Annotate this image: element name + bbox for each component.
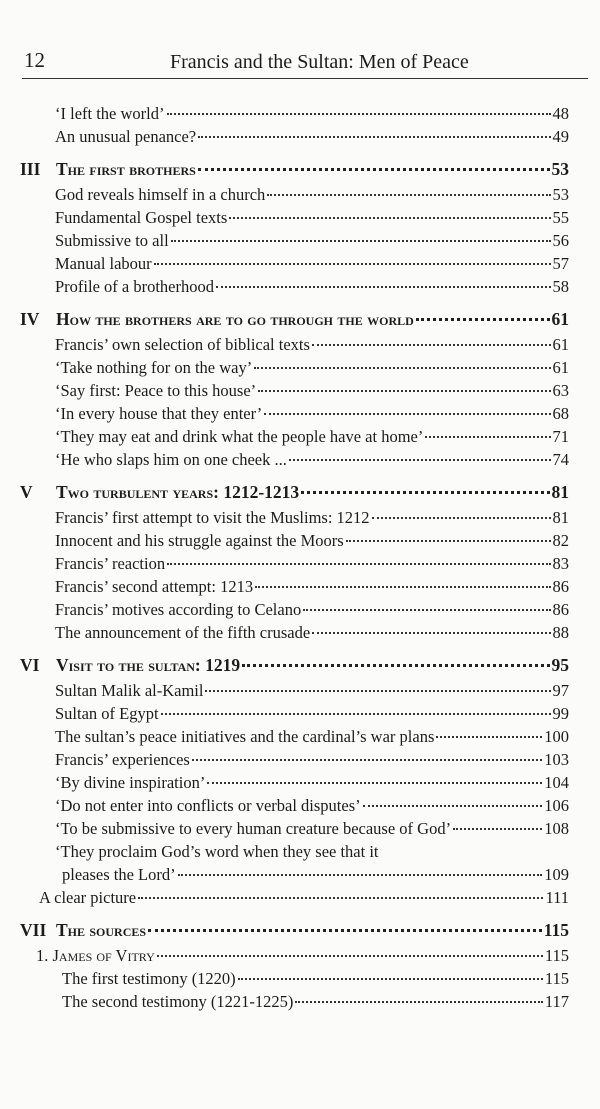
toc-entry xyxy=(0,333,600,356)
entry-page: 61 xyxy=(552,335,569,354)
entry-page: 61 xyxy=(551,309,569,329)
entry-title: ‘They may eat and drink what the people have at home’ xyxy=(55,427,424,446)
toc-entry xyxy=(0,183,600,206)
entry-page: 81 xyxy=(551,482,569,502)
dot-leader xyxy=(425,436,550,438)
toc-entry xyxy=(0,598,600,621)
entry-page: 115 xyxy=(543,920,569,940)
toc-entry xyxy=(0,967,600,990)
entry-title: ‘Say first: Peace to this house’ xyxy=(55,381,257,400)
toc-entry xyxy=(0,944,600,967)
entry-page: 74 xyxy=(552,450,569,469)
dot-leader xyxy=(205,690,550,692)
dot-leader xyxy=(436,736,542,738)
dot-leader xyxy=(207,782,542,784)
entry-page: 81 xyxy=(552,508,569,527)
entry-title: The second testimony (1221-1225) xyxy=(62,992,294,1011)
toc-entry xyxy=(0,275,600,298)
entry-title: Visit to the sultan: 1219 xyxy=(56,655,241,675)
entry-page: 48 xyxy=(552,104,569,123)
entry-page: 68 xyxy=(552,404,569,423)
toc-entry xyxy=(0,506,600,529)
entry-page: 58 xyxy=(552,277,569,296)
dot-leader xyxy=(254,367,550,369)
dot-leader xyxy=(178,874,543,876)
toc-entry xyxy=(0,402,600,425)
entry-page: 109 xyxy=(544,865,569,884)
chapter-number: IV xyxy=(20,309,40,329)
entry-page: 86 xyxy=(552,600,569,619)
toc-entry xyxy=(0,529,600,552)
entry-page: 63 xyxy=(552,381,569,400)
entry-page: 97 xyxy=(552,681,569,700)
entry-title: ‘Do not enter into conflicts or verbal disputes’ xyxy=(55,796,361,815)
entry-page: 56 xyxy=(552,231,569,250)
dot-leader xyxy=(289,459,551,461)
entry-title: ‘To be submissive to every human creature because of God’ xyxy=(55,819,452,838)
toc-entry xyxy=(0,575,600,598)
dot-leader xyxy=(238,978,543,980)
toc-entry xyxy=(0,771,600,794)
dot-leader xyxy=(171,240,551,242)
entry-page: 95 xyxy=(551,655,569,675)
toc-entry xyxy=(0,679,600,702)
entry-page: 108 xyxy=(544,819,569,838)
toc-chapter xyxy=(0,917,600,944)
entry-page: 103 xyxy=(544,750,569,769)
entry-title: The first testimony (1220) xyxy=(62,969,236,988)
dot-leader xyxy=(216,286,551,288)
toc-entry xyxy=(0,425,600,448)
entry-title: ‘Take nothing for on the way’ xyxy=(55,358,253,377)
toc-entry xyxy=(0,552,600,575)
entry-title: The sultan’s peace initiatives and the cardinal’s war plans xyxy=(55,727,435,746)
toc-entry xyxy=(0,252,600,275)
entry-title: The sources xyxy=(56,920,147,940)
entry-title: Profile of a brotherhood xyxy=(55,277,214,296)
entry-title: 1. James of Vitry xyxy=(36,946,155,965)
toc-entry xyxy=(0,748,600,771)
entry-title: ‘He who slaps him on one cheek ... xyxy=(55,450,287,469)
dot-leader xyxy=(346,540,551,542)
entry-page: 83 xyxy=(552,554,569,573)
entry-page: 86 xyxy=(552,577,569,596)
chapter-number: III xyxy=(20,159,41,179)
entry-title: Two turbulent years: 1212-1213 xyxy=(56,482,300,502)
toc-entry xyxy=(0,886,600,909)
dot-leader xyxy=(255,586,550,588)
entry-page: 106 xyxy=(544,796,569,815)
running-head: Francis and the Sultan: Men of Peace xyxy=(170,51,469,73)
entry-page: 61 xyxy=(552,358,569,377)
toc-entry xyxy=(0,229,600,252)
entry-page: 115 xyxy=(544,969,569,988)
dot-leader xyxy=(198,168,550,171)
entry-page: 49 xyxy=(552,127,569,146)
entry-title: Submissive to all xyxy=(55,231,169,250)
entry-title: Innocent and his struggle against the Moors xyxy=(55,531,344,550)
toc-entry xyxy=(0,840,600,863)
dot-leader xyxy=(229,217,550,219)
dot-leader xyxy=(264,413,550,415)
entry-page: 88 xyxy=(552,623,569,642)
entry-page: 53 xyxy=(552,185,569,204)
entry-title: Manual labour xyxy=(55,254,152,273)
entry-title: Francis’ motives according to Celano xyxy=(55,600,302,619)
dot-leader xyxy=(167,113,551,115)
toc-entry xyxy=(0,206,600,229)
entry-title: The announcement of the fifth crusade xyxy=(55,623,311,642)
chapter-number: VII xyxy=(20,920,47,940)
dot-leader xyxy=(198,136,550,138)
toc-entry xyxy=(0,702,600,725)
entry-title: Fundamental Gospel texts xyxy=(55,208,228,227)
entry-page: 57 xyxy=(552,254,569,273)
entry-title: Francis’ own selection of biblical texts xyxy=(55,335,310,354)
dot-leader xyxy=(148,929,542,932)
dot-leader xyxy=(258,390,550,392)
toc-entry xyxy=(0,794,600,817)
page-number: 12 xyxy=(24,48,45,72)
entry-page: 55 xyxy=(552,208,569,227)
dot-leader xyxy=(372,517,551,519)
toc-entry xyxy=(0,379,600,402)
toc-entry xyxy=(0,125,600,148)
dot-leader xyxy=(167,563,550,565)
toc-chapter xyxy=(0,156,600,183)
entry-page: 104 xyxy=(544,773,569,792)
entry-title: Francis’ second attempt: 1213 xyxy=(55,577,254,596)
dot-leader xyxy=(161,713,551,715)
dot-leader xyxy=(157,955,543,957)
dot-leader xyxy=(301,491,549,494)
dot-leader xyxy=(242,664,549,667)
entry-page: 115 xyxy=(544,946,569,965)
entry-title: God reveals himself in a church xyxy=(55,185,266,204)
dot-leader xyxy=(295,1001,542,1003)
dot-leader xyxy=(138,897,543,899)
toc-entry xyxy=(0,102,600,125)
entry-page: 82 xyxy=(552,531,569,550)
entry-title: ‘By divine inspiration’ xyxy=(55,773,206,792)
entry-title: Francis’ experiences xyxy=(55,750,190,769)
dot-leader xyxy=(416,318,550,321)
entry-title: Sultan Malik al-Kamil xyxy=(55,681,204,700)
dot-leader xyxy=(363,805,543,807)
entry-title: The first brothers xyxy=(56,159,196,179)
toc-entry xyxy=(0,621,600,644)
entry-title: How the brothers are to go through the world xyxy=(56,309,414,329)
dot-leader xyxy=(192,759,542,761)
entry-title: ‘They proclaim God’s word when they see that it xyxy=(55,842,379,861)
toc-entry xyxy=(0,863,600,886)
header-rule xyxy=(22,78,588,79)
toc-chapter xyxy=(0,306,600,333)
entry-title: A clear picture xyxy=(39,888,137,907)
toc-entry xyxy=(0,725,600,748)
entry-title: pleases the Lord’ xyxy=(62,865,176,884)
entry-title: Sultan of Egypt xyxy=(55,704,159,723)
toc-entry xyxy=(0,356,600,379)
toc-chapter xyxy=(0,652,600,679)
toc-entry xyxy=(0,990,600,1013)
entry-page: 71 xyxy=(552,427,569,446)
entry-page: 99 xyxy=(552,704,569,723)
entry-title: Francis’ reaction xyxy=(55,554,166,573)
entry-page: 100 xyxy=(544,727,569,746)
table-of-contents xyxy=(0,102,600,1013)
chapter-number: VI xyxy=(20,655,40,675)
toc-chapter xyxy=(0,479,600,506)
dot-leader xyxy=(312,344,551,346)
dot-leader xyxy=(154,263,551,265)
entry-page: 53 xyxy=(551,159,569,179)
dot-leader xyxy=(312,632,550,634)
toc-entry xyxy=(0,448,600,471)
dot-leader xyxy=(303,609,550,611)
dot-leader xyxy=(453,828,542,830)
entry-title: An unusual penance? xyxy=(55,127,197,146)
entry-title: ‘In every house that they enter’ xyxy=(55,404,263,423)
entry-title: Francis’ first attempt to visit the Muslims: 1212 xyxy=(55,508,370,527)
chapter-number: V xyxy=(20,482,33,502)
dot-leader xyxy=(267,194,550,196)
entry-page: 111 xyxy=(545,888,569,907)
entry-page: 117 xyxy=(544,992,569,1011)
entry-title: ‘I left the world’ xyxy=(55,104,165,123)
toc-entry xyxy=(0,817,600,840)
